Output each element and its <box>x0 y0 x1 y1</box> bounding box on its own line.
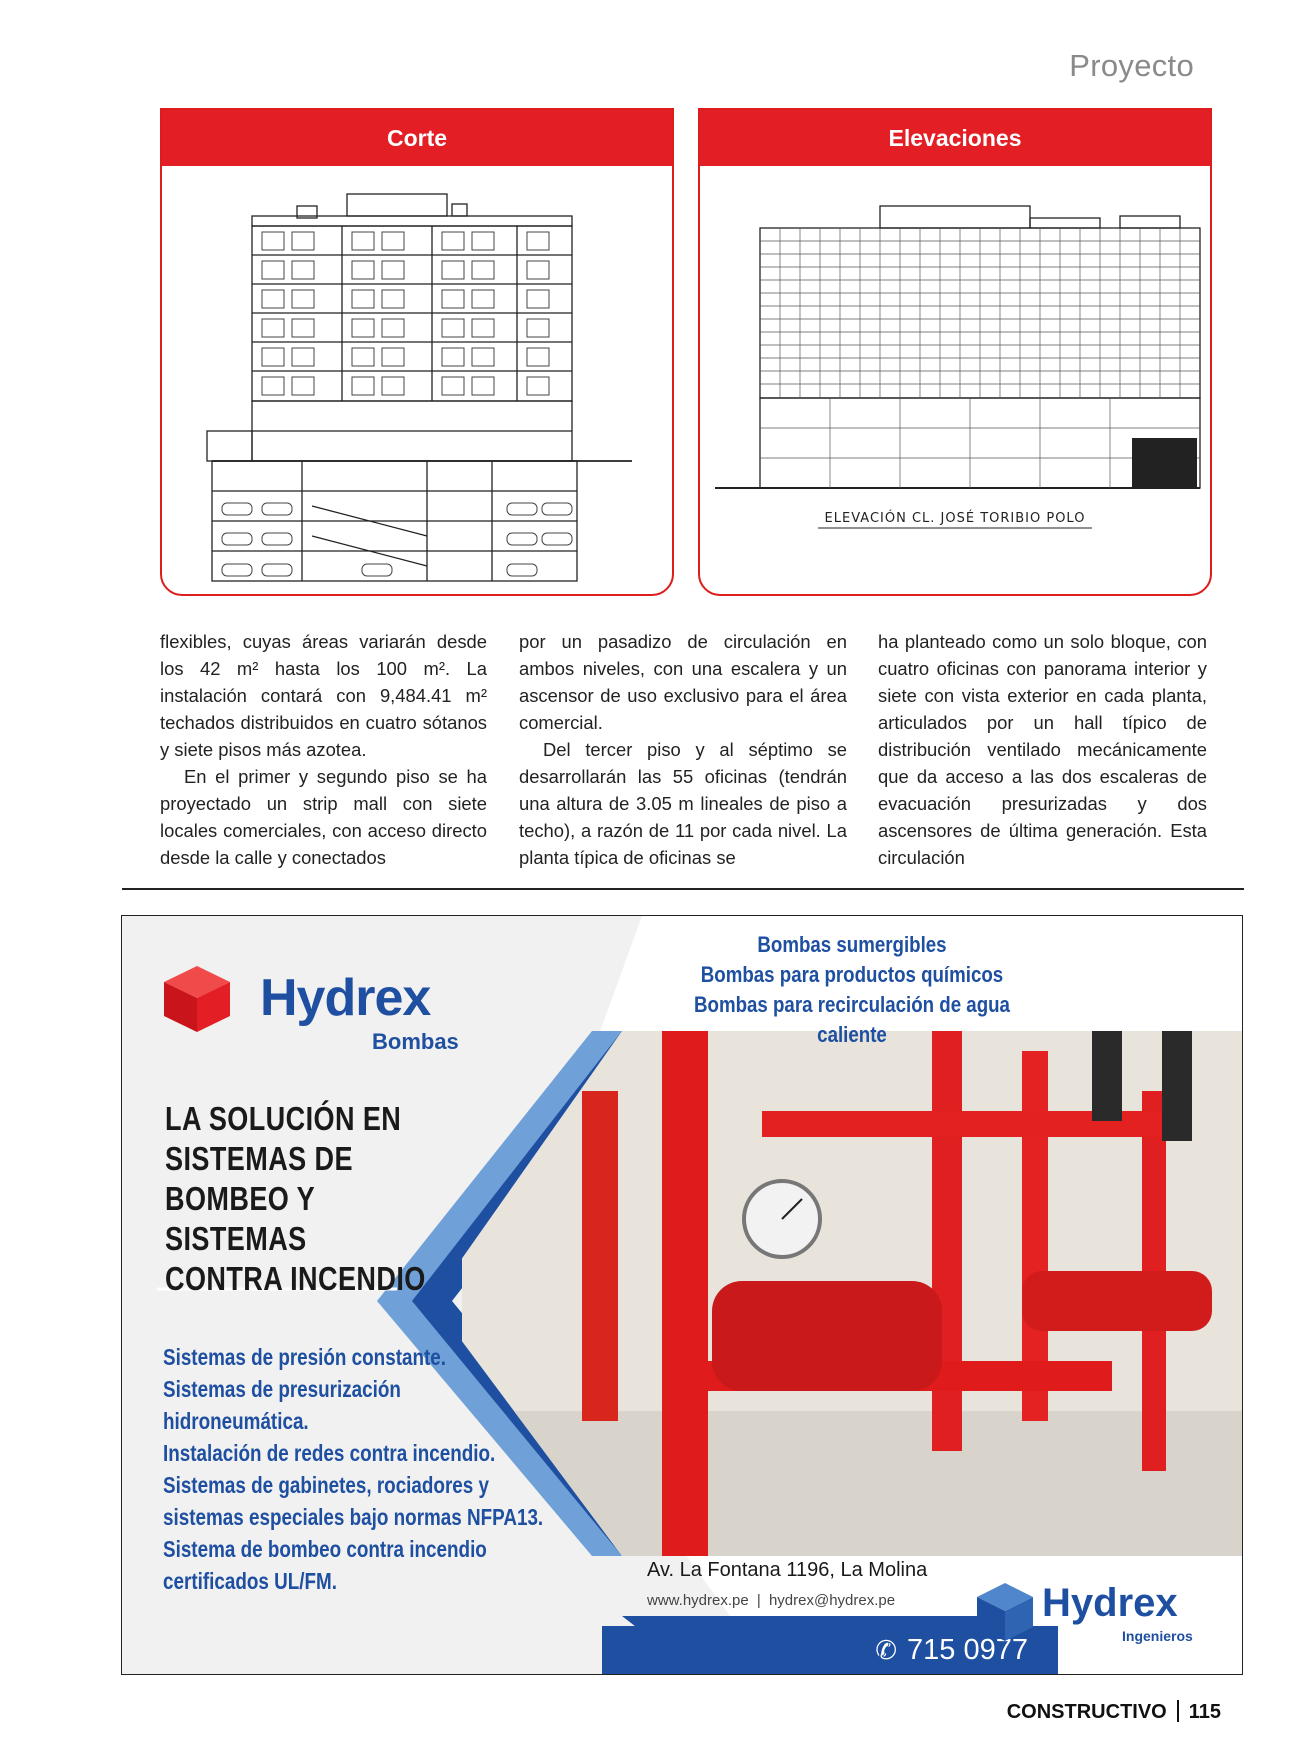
footer-separator <box>1177 1700 1179 1722</box>
page-number: 115 <box>1188 1701 1221 1723</box>
ad-headline-line-3: BOMBEO Y SISTEMAS <box>165 1180 315 1257</box>
hydrex-ingenieros-logo-icon <box>975 1581 1035 1643</box>
product-item: Bombas sumergibles <box>757 932 947 957</box>
hydrex-brand-sub: Bombas <box>372 1029 459 1054</box>
service-item: sistemas especiales bajo normas NFPA13. <box>163 1504 544 1530</box>
divider-rule <box>122 888 1244 890</box>
ad-website-link[interactable]: www.hydrex.pe <box>647 1592 749 1609</box>
phone-icon: ✆ <box>875 1634 898 1665</box>
ad-services-list <box>163 1341 544 1597</box>
corte-panel <box>160 108 674 596</box>
service-item: hidroneumática. <box>163 1408 309 1434</box>
hydrex-ingenieros-sub: Ingenieros <box>1122 1628 1193 1644</box>
ad-address: Av. La Fontana 1196, La Molina <box>647 1559 928 1581</box>
col3-paragraph-1: ha planteado como un solo bloque, con cuatro oficinas con panorama interior y siete con vista exterior en cada planta, articulados por un hall típico de distribución ventilado mecánicamente que da acceso a las dos escaleras de evacuación presurizadas y dos ascensores de última generación. Esta circulación <box>878 631 1207 868</box>
service-item: Sistemas de gabinetes, rociadores y <box>163 1472 490 1498</box>
pump-room-photo <box>462 1031 1242 1556</box>
ad-headline-line-4: CONTRA INCENDIO <box>165 1260 426 1297</box>
magazine-name: CONSTRUCTIVO <box>1006 1701 1167 1723</box>
section-drawing <box>162 166 672 586</box>
section-label: Proyecto <box>1069 48 1194 83</box>
col1-paragraph-1: flexibles, cuyas áreas variarán desde los 42 m² hasta los 100 m². La instalación contará con 9,484.41 m² techados distribuidos en cuatro sótanos y siete pisos más azotea. <box>160 631 487 760</box>
article-column-2 <box>519 628 847 871</box>
ad-headline-line-1: LA SOLUCIÓN EN <box>165 1100 402 1137</box>
article-column-3 <box>878 628 1207 871</box>
hydrex-brand: Hydrex <box>260 969 431 1027</box>
page-footer <box>1007 1700 1221 1724</box>
elevaciones-panel <box>698 108 1212 596</box>
ad-headline <box>165 1099 427 1299</box>
ad-phone-number[interactable]: 715 0977 <box>907 1633 1028 1666</box>
hydrex-advertisement <box>121 915 1243 1675</box>
service-item: Instalación de redes contra incendio. <box>163 1440 496 1466</box>
ad-headline-line-2: SISTEMAS DE <box>165 1140 353 1177</box>
hydrex-cube-logo-icon <box>162 964 232 1034</box>
service-item: Sistemas de presurización <box>163 1376 401 1402</box>
service-item: Sistema de bombeo contra incendio <box>163 1536 487 1562</box>
hydrex-ingenieros-brand: Hydrex <box>1042 1581 1178 1625</box>
article-column-1 <box>160 628 487 871</box>
product-item: Bombas para productos químicos <box>700 962 1004 987</box>
ad-product-list <box>674 930 1031 1050</box>
elevaciones-title: Elevaciones <box>700 110 1210 166</box>
ad-email-link[interactable]: hydrex@hydrex.pe <box>768 1592 896 1609</box>
product-item: Bombas para recirculación de agua caliente <box>694 992 1010 1047</box>
elevation-caption: ELEVACIÓN CL. JOSÉ TORIBIO POLO <box>824 511 1086 526</box>
col2-paragraph-1: por un pasadizo de circulación en ambos niveles, con una escalera y un ascensor de uso exclusivo para el área comercial. <box>519 631 847 733</box>
service-item: certificados UL/FM. <box>163 1568 337 1594</box>
ad-separator: | <box>756 1592 761 1609</box>
corte-title: Corte <box>162 110 672 166</box>
elevation-drawing <box>700 166 1210 546</box>
service-item: Sistemas de presión constante. <box>163 1344 447 1370</box>
ad-web-line <box>647 1592 895 1609</box>
col2-paragraph-2: Del tercer piso y al séptimo se desarrollarán las 55 oficinas (tendrán una altura de 3.05 m lineales de piso a techo), a razón de 11 por cada nivel. La planta típica de oficinas se <box>519 739 847 868</box>
col1-paragraph-2: En el primer y segundo piso se ha proyectado un strip mall con siete locales comerciales, con acceso directo desde la calle y conectados <box>160 766 487 868</box>
